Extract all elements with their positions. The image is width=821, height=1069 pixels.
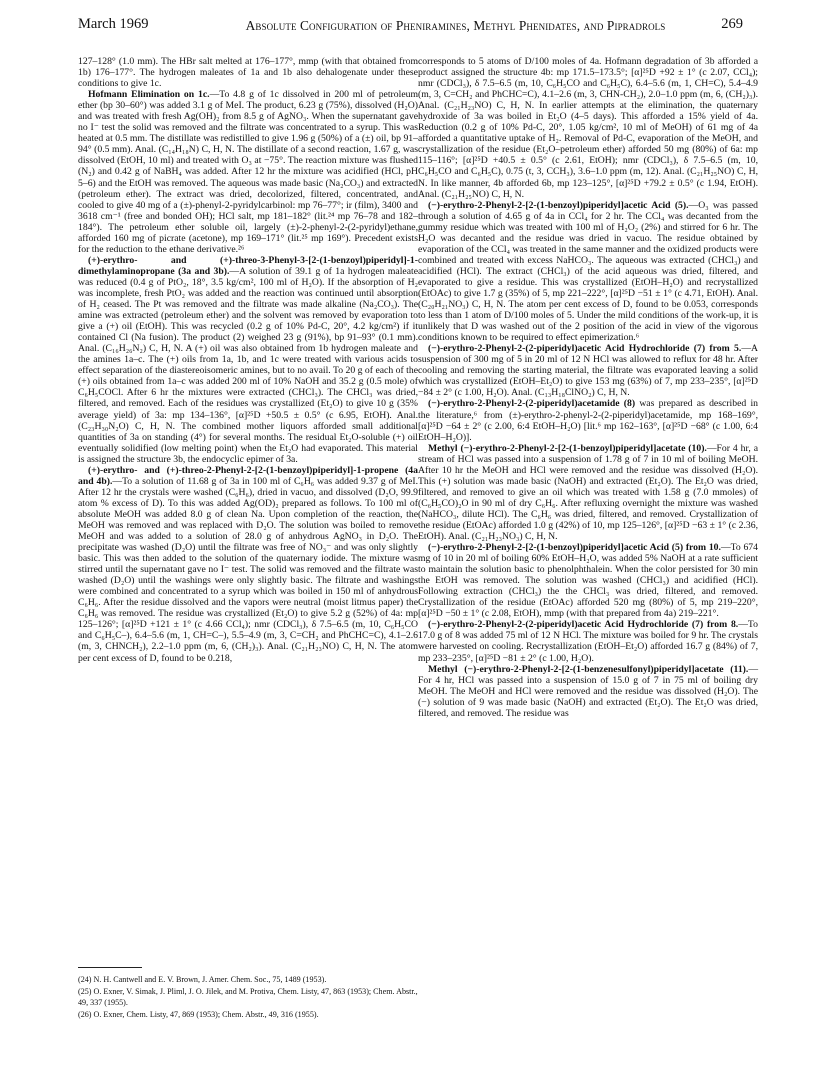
paragraph-heading: (−)-erythro-2-Phenyl-2-[2-(1-benzoyl)piperidyl]acetic Acid (5). <box>428 199 689 211</box>
page-number: 269 <box>721 16 743 32</box>
paragraph <box>78 89 418 255</box>
paragraph <box>418 398 758 442</box>
paragraph <box>418 56 758 200</box>
paragraph-heading: (+)-erythro- and (+)-threo-2-Phenyl-2-[2-(1-benzoyl)piperidyl]-1-propene (4a and 4b). <box>78 464 418 487</box>
footnote: (25) O. Exner, V. Simak, J. Pliml, J. O. Jilek, and M. Protiva, Chem. Listy, 47, 863 (1953); Chem. Abstr., 49, 337 (1955). <box>78 986 418 1008</box>
paragraph-text: —A solution of 39.1 g of 1a hydrogen maleate was reduced (0.4 g of PtO₂, 18°, 3.5 kg/cm², 100 ml of H₂O). If the absorption of H₂ was incomplete, fresh PtO₂ was added and the reaction was continued until absorption of H₂ ceased. The Pt was removed and the filtrate was made alkaline (Na₂CO₃). The amine was extracted (petroleum ether) and the solvent was removed by evaporation to give a (+) oil (EtOH). This was recycled (0.2 g of 10% Pd-C, 20°, 4.2 kg/cm²) if it contained Cl (Na fusion). The product (2) weighed 23 g (91%), bp 91–93° (0.1 mm). Anal. (C₁₆H₂₆N₂) C, H, N. A (+) oil was also obtained from 1b hydrogen maleate and the amines 1a–c. The (+) oils from 1a, 1b, and 1c were treated with various acids to effect separation of the diastereoisomeric amines, but to no avail. To 20 g of each of the (+) oils obtained from 1a–c was added 200 ml of 10% NaOH and 35.2 g (0.5 mole) of C₆H₅COCl. After 6 hr the mixtures were extracted (CHCl₃). The CHCl₃ was dried, filtered, and removed. Each of the residues was crystallized (Et₂O) to give 10 g (35% average yield) of 3a: mp 134–136°, [α]²⁵D +50.5 ± 0.5° (c 6.95, EtOH). Anal. (C₂₃H₃₀N₂O) C, H, N. The combined mother liquors afforded small additional quantities of 3a on standing (4°) for several months. The residual Et₂O-soluble (+) oil eventually solidified (low melting point) when the Et₂O had evaporated. This material is assigned the structure 3b, the endocyclic epimer of 3a. <box>78 265 419 465</box>
paragraph-text: —To 4.8 g of 1c dissolved in 200 ml of petroleum ether (bp 30–60°) was added 3.1 g of MeI. The product, 6.23 g (75%), dissolved (H₂O) and was treated with fresh Ag(OH)₂ from 8.5 g of AgNO₃. When the supernatant gave no I⁻ test the solid was removed and the filtrate was concentrated to a syrup. This was heated at 0.5 mm. The distillate was redistilled to give 1.96 g (50%) of a (±) oil, bp 91–94° (0.5 mm). Anal. (C₁₄H₁₈N) C, H, N. The distillate of a second reaction, 1.67 g, was dissolved (EtOH, 10 ml) and treated with O₃ at −75°. The reaction mixture was flushed (N₂) and 0.42 g of NaBH₄ was added. After 12 hr the mixture was acidified (HCl, pH 5–6) and the EtOH was removed. The aqueous was made basic (Na₂CO₃) and extracted (petroleum ether). The extract was dried, decolorized, filtered, concentrated, and cooled to give 40 mg of a (±)-phenyl-2-pyridylcarbinol: mp 76–77°; ir (film), 3400 and 3618 cm⁻¹ (free and bonded OH); HCl salt, mp 181–182° (lit.²⁴ mp 76–78 and 182–184°). The petroleum ether soluble oil, largely (±)-2-phenyl-2-(2-pyridyl)ethane, afforded 160 mg of picrate (acetone), mp 169–171° (lit.²⁵ mp 169°). Precedent exists for the reduction to the ethane derivative.²⁶ <box>78 89 418 255</box>
paragraph-heading: (−)-erythro-2-Phenyl-2-[2-(1-benzoyl)piperidyl]acetic Acid (5) from 10. <box>428 542 721 554</box>
paragraph-text: —O₃ was passed through a solution of 4.65 g of 4a in CCl₄ for 2 hr. The CCl₄ was decanted from the gummy residue which was treated with 100 ml of H₂O₂ (2%) and stirred for 6 hr. The H₂O was decanted and the residue was dried in vacuo. The residue obtained by evaporation of the CCl₄ was treated in the same manner and the oxidized products were combined and treated with excess NaHCO₃. The aqueous was extracted (CHCl₃) and acidified (HCl). The extract (CHCl₃) of the acid aqueous was dried, filtered, and evaporated to give a residue. This was crystallized (EtOH–H₂O) and recrystallized (EtOAc) to give 1.7 g (35%) of 5, mp 221–222°, [α]²⁵D −51 ± 1° (c 4.71, EtOH). Anal. (C₂₀H₂₁NO₃) C, H, N. The atom per cent excess of D, found to be 0.053, corresponds to less than 1 atom of D/100 moles of 5. Under the mild conditions of the work-up, it is unlikely that D was washed out of the 2 position of the acid in view of the vigorous conditions known to be required to effect epimerization.⁶ <box>418 199 758 344</box>
paragraph-text: —To 674 mg of 10 in 20 ml of boiling 60% EtOH–H₂O, was added 5% NaOH at a rate sufficient to maintain the solution basic to phenolphthalein. When the color persisted for 30 min the EtOH was removed. The solution was washed (CHCl₃) and acidified (HCl). Following extraction (CHCl₃) the the CHCl₃ was dried, filtered, and removed. Crystallization of the residue (EtOAc) afforded 520 mg (80%) of 5, mp 219–220°, [α]²⁵D −50 ± 1° (c 2.08, EtOH), mmp (with that prepared from 4a) 219–221°. <box>418 542 758 620</box>
paragraph <box>418 343 758 398</box>
paragraph-heading: Methyl (−)-erythro-2-Phenyl-2-[2-(1-benzenesulfonyl)piperidyl]acetate (11). <box>428 663 749 675</box>
paragraph <box>78 56 418 89</box>
paragraph <box>418 542 758 619</box>
paragraph-text: —A suspension of 300 mg of 5 in 20 ml of 12 N HCl was allowed to reflux for 48 hr. After cooling and removing the starting material, the filtrate was evaporated leaving a solid which was crystallized (EtOH–Et₂O) to give 153 mg (63%) of 7, mp 233–235°, [α]²⁵D −84 ± 2° (c 1.00, H₂O). Anal. (C₁₃H₁₈ClNO₂) C, H, N. <box>418 343 758 399</box>
paragraph <box>418 664 758 719</box>
paragraph-text: was prepared as described in the literature,⁶ from (±)-erythro-2-phenyl-2-(2-piperidyl)acetamide, mp 168–169°, [α]²⁵D −64 ± 2° (c 2.00, 6:4 EtOH–H₂O) [lit.⁶ mp 162–163°, [α]²⁵D −68° (c 1.00, 6:4 EtOH–H₂O)]. <box>418 398 758 443</box>
paragraph-heading: (−)-erythro-2-Phenyl-2-(2-piperidyl)acetic Acid Hydrochloride (7) from 8. <box>428 619 739 631</box>
paragraph-heading: (−)-erythro-2-Phenyl-2-(2-piperidyl)acetic Acid Hydrochloride (7) from 5. <box>428 343 742 355</box>
paragraph-text: corresponds to 5 atoms of D/100 moles of 4a. Hofmann degradation of 3b afforded a product assigned the structure 4b: mp 171.5–173.5°; [α]²⁵D +92 ± 1° (c 2.07, CCl₄); nmr (CDCl₃), δ 7.5–6.5 (m, 10, C₆H₅CO and C₆H₅C), 6.4–5.6 (m, 1, CH=C), 5.4–4.9 (m, 3, C=CH₂ and PhCHC=C), 4.1–2.6 (m, 3, CHN-CH₂), 2.0–1.0 ppm (m, 6, (CH₂)₃). Anal. (C₂₁H₂₃NO) C, H, N. In earlier attempts at the elimination, the quaternary hydroxide of 3a was boiled in Et₂O (4–5 days). This afforded a 15% yield of 4a. Reduction (0.2 g of 10% Pd-C, 20°, 1.05 kg/cm², 10 ml of MeOH) of 61 mg of 4a afforded a quantitative uptake of H₂. Removal of Pd-C, evaporation of the MeOH, and crystallization of the residue (Et₂O–petroleum ether) afforded 50 mg (80%) of 6a: mp 115–116°; [α]²⁵D +40.5 ± 0.5° (c 2.61, EtOH); nmr (CDCl₃), δ 7.5–6.5 (m, 10, C₆H₅CO and C₆H₅C), 0.75 (t, 3, CCH₃), 3.6–1.0 ppm (m, 12). Anal. (C₂₁H₂₅NO) C, H, N. In like manner, 4b afforded 6b, mp 123–125°, [α]²⁵D +79.2 ± 0.5° (c 1.94, EtOH). Anal. (C₂₁H₂₅NO) C, H, N. <box>418 56 758 200</box>
paragraph-text: 127–128° (1.0 mm). The HBr salt melted at 176–177°, mmp (with that obtained from 1b) 176–177°. The hydrogen maleates of 1a and 1b also dehalogenate under these conditions to give 1c. <box>78 56 418 90</box>
paragraph <box>418 619 758 663</box>
paragraph-heading: (−)-erythro-2-Phenyl-2-(2-piperidyl)acetamide (8) <box>428 398 636 410</box>
paragraph-text: —To a solution of 11.68 g of 3a in 100 ml of C₆H₆ was added 9.37 g of MeI. After 12 hr the crystals were washed (C₆H₆), dried in vacuo, and dissolved (D₂O, 99.9 atom % excess of D). To this was added Ag(OD)₂ prepared as follows. To 100 ml of absolute MeOH was added 8.0 g of clean Na. Upon completion of the reaction, the MeOH was removed and was replaced with D₂O. The solution was boiled to remove MeOH and was added to a solution of 28.0 g of anhydrous AgNO₃ in D₂O. The precipitate was washed (D₂O) until the filtrate was free of NO₃⁻ and was only slightly basic. This was then added to the solution of the quaternary iodide. The mixture was stirred until the supernatant gave no I⁻ test. The solid was removed and the filtrate was washed (D₂O) until the washings were only slightly basic. The filtrate and washings were combined and concentrated to a syrup which was boiled in 150 ml of anhydrous C₆H₆. After the residue dissolved and the vapors were neutral (moist litmus paper) the C₆H₆ was removed. The residue was crystallized (Et₂O) to give 5.2 g (52%) of 4a: mp 125–126°; [α]²⁵D +121 ± 1° (c 4.66 CCl₄); nmr (CDCl₃), δ 7.5–6.5 (m, 10, C₆H₅CO and C₆H₅C–), 6.4–5.6 (m, 1, CH=C–), 5.5–4.9 (m, 3, C=CH₂ and PhCHC=C), 4.1–2.6 (m, 3, CHNCH₂), 2.2–1.0 ppm (m, 6, (CH₂)₃). Anal. (C₂₁H₂₃NO) C, H, N. The atom per cent excess of D, found to be 0.218, <box>78 475 419 664</box>
issue-date: March 1969 <box>78 16 149 32</box>
right-column <box>418 56 758 719</box>
footnote: (24) N. H. Cantwell and E. V. Brown, J. Amer. Chem. Soc., 75, 1489 (1953). <box>78 975 327 984</box>
page-header <box>78 16 743 36</box>
paragraph-heading: (+)-erythro- and (+)-threo-3-Phenyl-3-[2-(1-benzoyl)piperidyl]-1-dimethylaminopropane (3a and 3b). <box>78 254 418 277</box>
paragraph-text: —For 4 hr, HCl was passed into a suspension of 15.0 g of 7 in 75 ml of boiling dry MeOH. The MeOH and HCl were removed and the residue was dissolved (H₂O). The (−) solution of 9 was made basic (NaOH) and extracted (Et₂O). The Et₂O was dried, filtered, and removed. The residue was <box>418 663 758 719</box>
paragraph <box>418 200 758 344</box>
footnote-rule <box>78 967 142 968</box>
footnote: (26) O. Exner, Chem. Listy, 47, 869 (1953); Chem. Abstr., 49, 316 (1955). <box>78 1009 319 1019</box>
paragraph-heading: Methyl (−)-erythro-2-Phenyl-2-[2-(1-benzoyl)piperidyl]acetate (10). <box>428 442 707 454</box>
running-title: Absolute Configuration of Pheniramines, Methyl Phenidates, and Pipradrols <box>245 18 666 33</box>
paragraph-text: —To 17.0 g of 8 was added 75 ml of 12 N HCl. The mixture was boiled for 9 hr. The crystals were harvested on cooling. Recrystallization (EtOH–Et₂O) afforded 16.7 g (84%) of 7, mp 233–235°, [α]²⁵D −81 ± 2° (c 1.00, H₂O). <box>418 619 758 664</box>
paragraph-text: —For 4 hr, a stream of HCl was passed into a suspension of 1.78 g of 7 in 10 ml of boiling MeOH. After 10 hr the MeOH and HCl were removed and the residue was dissolved (H₂O). This (+) solution was made basic (NaOH) and extracted (Et₂O). The Et₂O was dried, filtered, and removed to give an oil which was treated with 1.58 g (7.0 mmoles) of (C₆H₅CO)₂O in 90 ml of dry C₆H₆. After refluxing overnight the mixture was washed (NaHCO₃, dilute HCl). The C₆H₆ was dried, filtered, and removed. Crystallization of the residue (EtOAc) afforded 1.0 g (42%) of 10, mp 125–126°, [α]²⁵D −63 ± 1° (c 2.36, EtOH). Anal. (C₂₁H₂₃NO₃) C, H, N. <box>418 442 758 543</box>
paragraph-heading: Hofmann Elimination on 1c. <box>88 89 210 101</box>
footnotes <box>78 967 418 1020</box>
left-column <box>78 56 418 664</box>
paragraph <box>418 443 758 542</box>
paragraph <box>78 465 418 664</box>
paragraph <box>78 255 418 465</box>
